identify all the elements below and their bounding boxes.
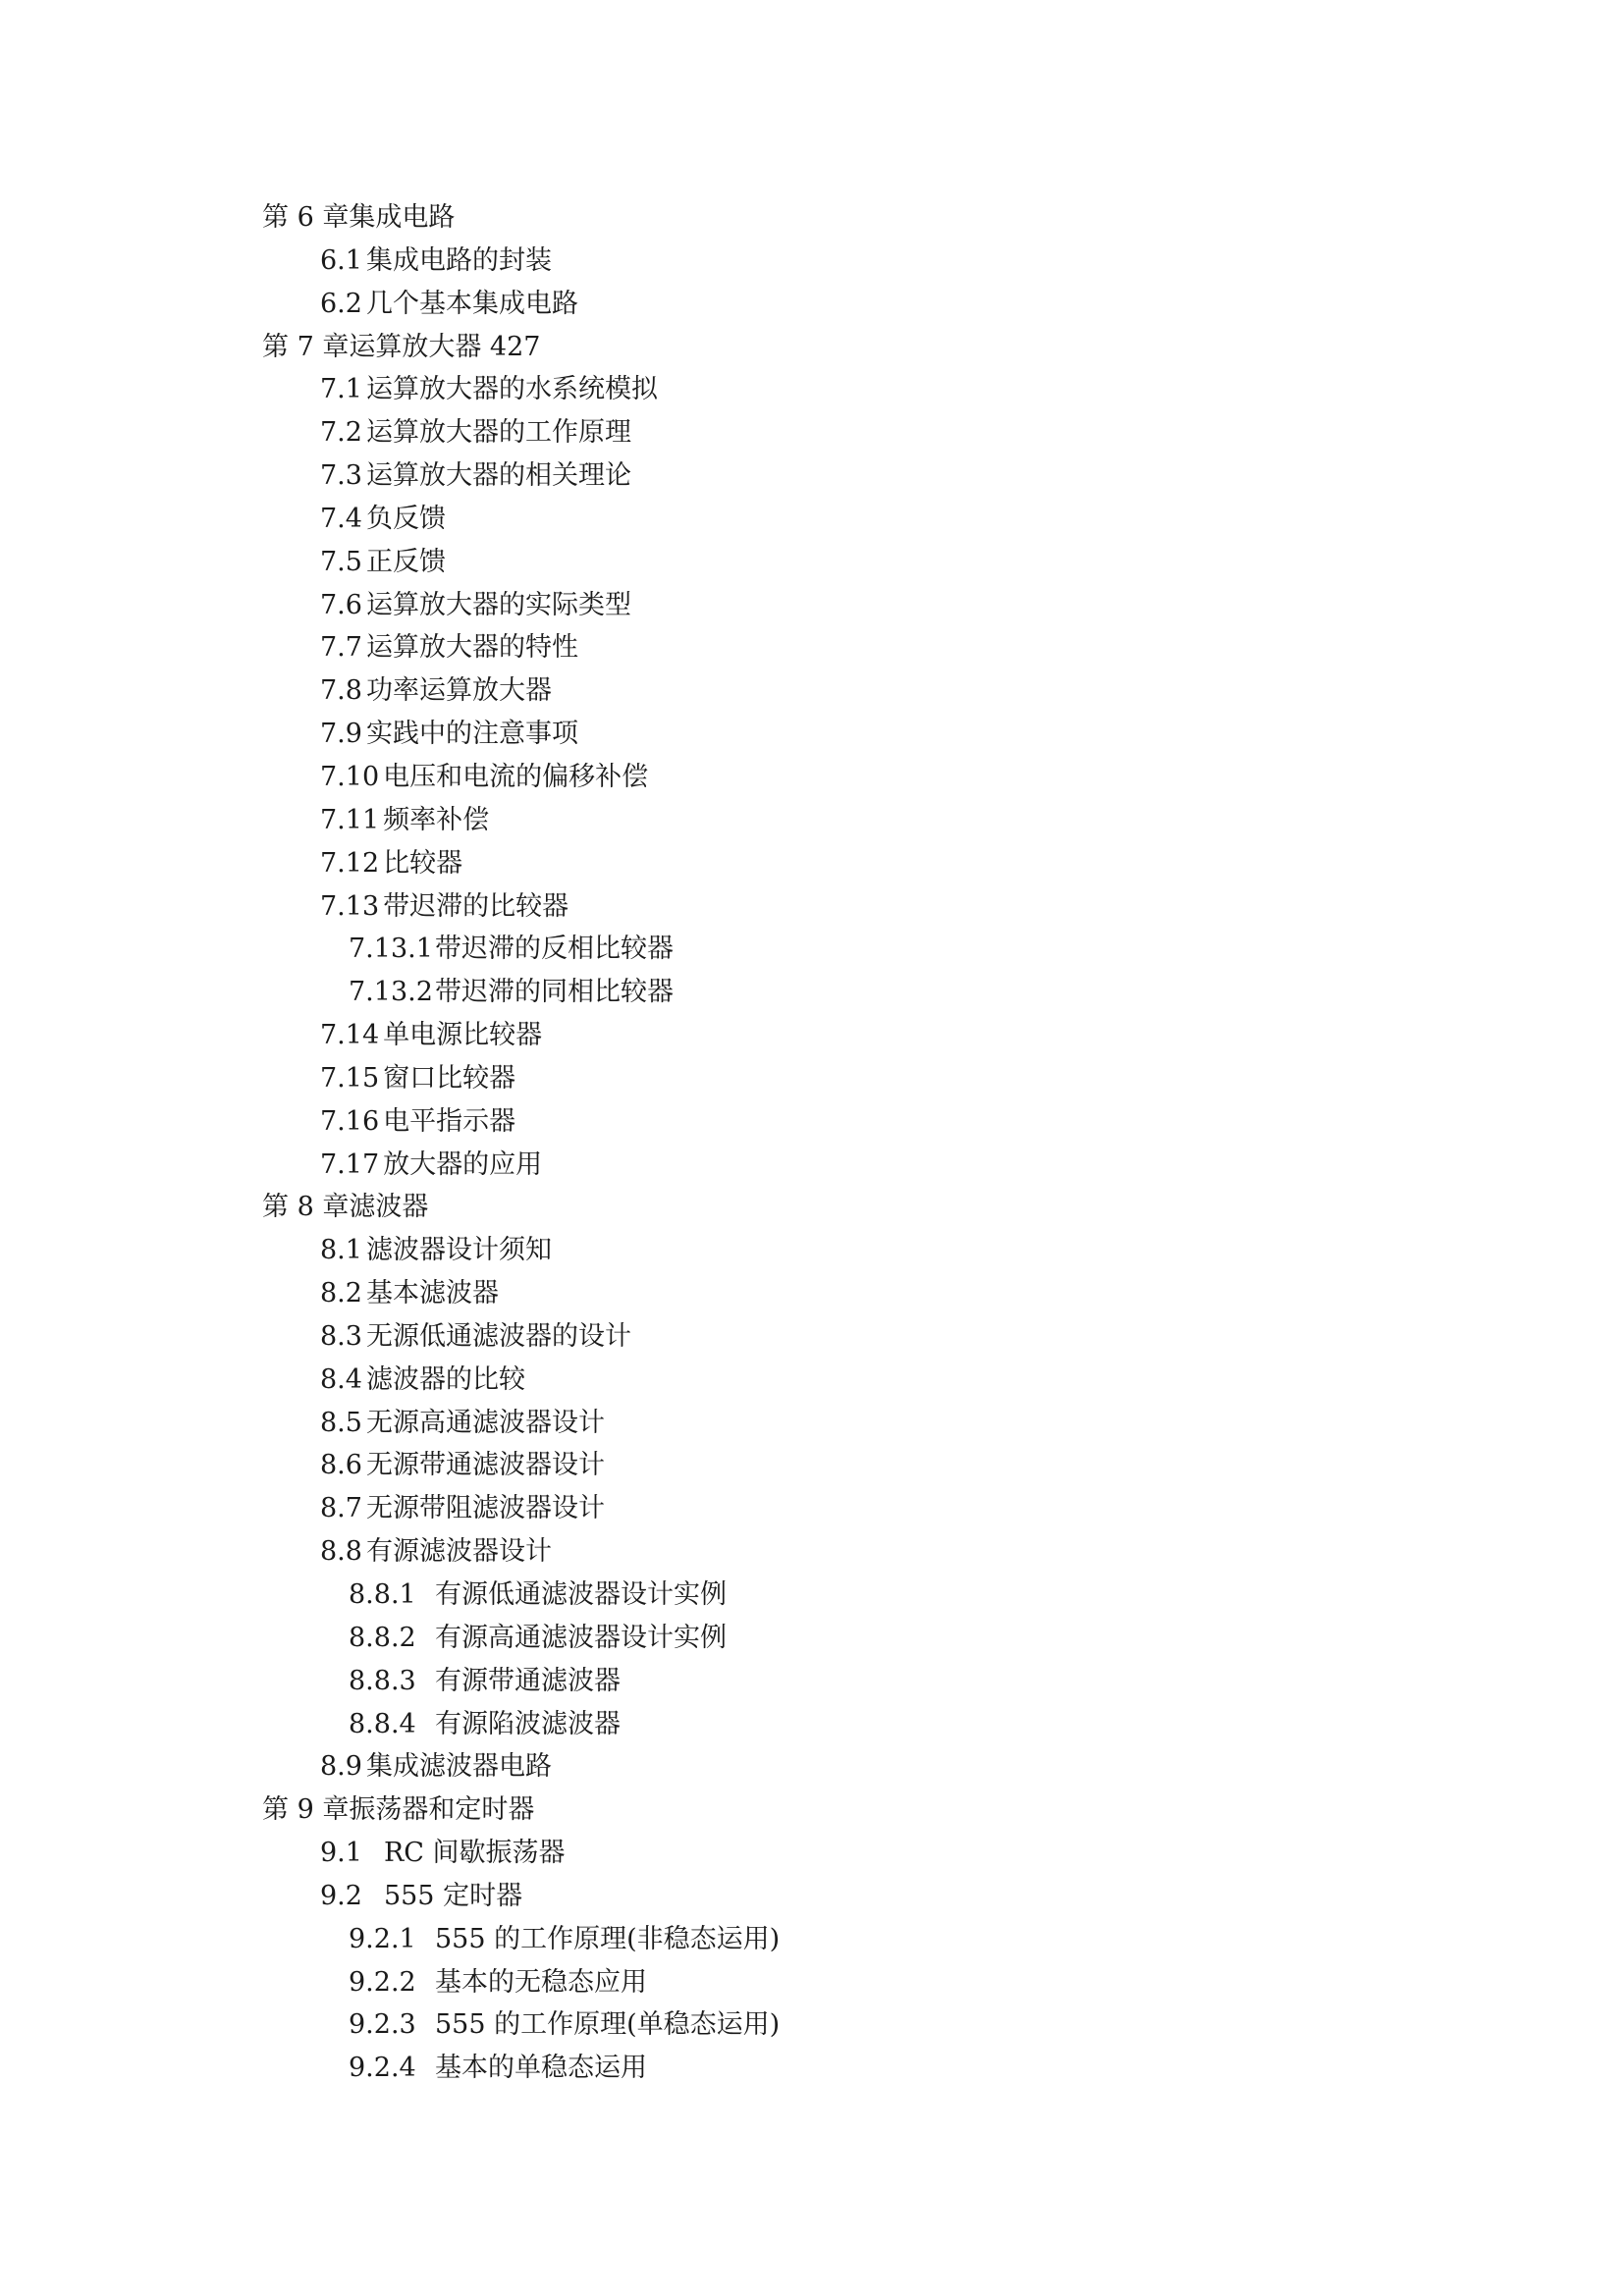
toc-section	[0, 1832, 1624, 1875]
toc-number: 第 9 章	[262, 1794, 350, 1826]
toc-subsection	[0, 1961, 1624, 2004]
toc-number: 7.2	[320, 417, 362, 449]
toc-section	[0, 498, 1624, 541]
toc-number: 9.2	[320, 1880, 362, 1911]
toc-section	[0, 669, 1624, 713]
toc-chapter	[0, 1789, 1624, 1832]
toc-title: 几个基本集成电路	[365, 288, 578, 319]
toc-number: 7.8	[320, 675, 362, 707]
toc-number: 8.6	[320, 1450, 362, 1481]
toc-title: 电压和电流的偏移补偿	[383, 761, 649, 792]
toc-section	[0, 240, 1624, 283]
toc-title: 滤波器	[349, 1192, 429, 1223]
toc-number: 7.15	[320, 1062, 380, 1094]
toc-number: 8.1	[320, 1235, 362, 1266]
toc-number: 第 7 章	[262, 331, 350, 362]
toc-title: 比较器	[383, 847, 463, 879]
toc-title: 负反馈	[365, 503, 446, 534]
toc-section	[0, 454, 1624, 498]
toc-number: 7.7	[320, 632, 362, 664]
toc-section	[0, 885, 1624, 929]
toc-section	[0, 584, 1624, 627]
toc-title: 无源带通滤波器设计	[365, 1450, 605, 1481]
toc-section	[0, 1487, 1624, 1530]
toc-title: 带迟滞的同相比较器	[435, 977, 674, 1008]
toc-section	[0, 411, 1624, 454]
toc-number: 9.1	[320, 1838, 362, 1869]
toc-number: 8.8.2	[349, 1622, 416, 1653]
toc-number: 8.8.1	[349, 1579, 416, 1610]
toc-title: 有源低通滤波器设计实例	[435, 1579, 727, 1610]
toc-number: 7.11	[320, 804, 380, 835]
toc-title: 带迟滞的比较器	[383, 890, 569, 922]
toc-number: 8.8.3	[349, 1665, 416, 1696]
toc-section	[0, 626, 1624, 669]
toc-subsection	[0, 1918, 1624, 1961]
toc-title: 电平指示器	[383, 1105, 516, 1137]
toc-title: 正反馈	[365, 546, 446, 577]
toc-section	[0, 756, 1624, 799]
toc-number: 8.8.4	[349, 1708, 416, 1739]
toc-title: 功率运算放大器	[365, 675, 552, 707]
toc-number: 9.2.1	[349, 1923, 416, 1954]
toc-title: 运算放大器的特性	[365, 632, 578, 664]
toc-title: 555 的工作原理(单稳态运用)	[435, 2009, 781, 2041]
toc-section	[0, 1530, 1624, 1574]
toc-number: 第 6 章	[262, 202, 350, 233]
toc-number: 7.12	[320, 847, 380, 879]
toc-subsection	[0, 1574, 1624, 1617]
toc-title: 基本滤波器	[365, 1278, 499, 1309]
toc-title: 555 的工作原理(非稳态运用)	[435, 1923, 781, 1954]
toc-title: 基本的无稳态应用	[435, 1966, 647, 1998]
toc-title: 放大器的应用	[383, 1148, 543, 1180]
toc-title: 频率补偿	[383, 804, 490, 835]
toc-subsection	[0, 1660, 1624, 1703]
toc-number: 7.6	[320, 589, 362, 620]
toc-number: 7.5	[320, 546, 362, 577]
toc-number: 8.2	[320, 1278, 362, 1309]
toc-title: 基本的单稳态运用	[435, 2053, 647, 2084]
toc-number: 9.2.3	[349, 2009, 416, 2041]
toc-number: 7.10	[320, 761, 380, 792]
toc-section	[0, 1229, 1624, 1272]
toc-title: 有源带通滤波器	[435, 1665, 621, 1696]
toc-chapter	[0, 1186, 1624, 1229]
toc-chapter	[0, 196, 1624, 240]
toc-title: 集成滤波器电路	[365, 1751, 552, 1783]
toc-number: 8.3	[320, 1320, 362, 1352]
toc-title: 555 定时器	[383, 1880, 523, 1911]
toc-title: 窗口比较器	[383, 1062, 516, 1094]
toc-title: 无源低通滤波器的设计	[365, 1320, 631, 1352]
toc-title: 运算放大器 427	[349, 331, 541, 362]
toc-section	[0, 1100, 1624, 1144]
toc-title: 运算放大器的相关理论	[365, 460, 631, 492]
toc-number: 7.13.2	[349, 977, 433, 1008]
toc-number: 8.9	[320, 1751, 362, 1783]
toc-subsection	[0, 928, 1624, 971]
toc-title: 无源高通滤波器设计	[365, 1407, 605, 1438]
toc-number: 8.4	[320, 1363, 362, 1395]
toc-title: 运算放大器的实际类型	[365, 589, 631, 620]
toc-section	[0, 541, 1624, 584]
toc-number: 7.13	[320, 890, 380, 922]
toc-title: 单电源比较器	[383, 1020, 543, 1051]
toc-section	[0, 799, 1624, 842]
toc-section	[0, 713, 1624, 756]
toc-number: 7.14	[320, 1020, 380, 1051]
toc-number: 9.2.4	[349, 2053, 416, 2084]
toc-section	[0, 1359, 1624, 1402]
toc-number: 7.1	[320, 374, 362, 405]
toc-chapter	[0, 326, 1624, 369]
toc-title: 振荡器和定时器	[349, 1794, 535, 1826]
toc-number: 7.17	[320, 1148, 380, 1180]
toc-section	[0, 842, 1624, 885]
toc-number: 8.8	[320, 1536, 362, 1568]
toc-title: 带迟滞的反相比较器	[435, 934, 674, 965]
toc-section	[0, 1315, 1624, 1359]
toc-title: 集成电路的封装	[365, 244, 552, 276]
toc-number: 6.2	[320, 288, 362, 319]
toc-title: 实践中的注意事项	[365, 719, 578, 750]
toc-section	[0, 1144, 1624, 1187]
toc-subsection	[0, 2003, 1624, 2047]
toc-number: 7.9	[320, 719, 362, 750]
toc-section	[0, 368, 1624, 411]
toc-section	[0, 1402, 1624, 1445]
toc-title: 运算放大器的水系统模拟	[365, 374, 658, 405]
toc-title: 有源陷波滤波器	[435, 1708, 621, 1739]
toc-section	[0, 1444, 1624, 1487]
table-of-contents	[0, 196, 1624, 2090]
toc-number: 8.7	[320, 1493, 362, 1524]
toc-section	[0, 1745, 1624, 1789]
toc-number: 7.3	[320, 460, 362, 492]
toc-section	[0, 1057, 1624, 1100]
toc-section	[0, 1272, 1624, 1315]
toc-subsection	[0, 1703, 1624, 1746]
toc-section	[0, 283, 1624, 326]
toc-number: 7.4	[320, 503, 362, 534]
toc-number: 7.13.1	[349, 934, 433, 965]
toc-number: 8.5	[320, 1407, 362, 1438]
toc-subsection	[0, 971, 1624, 1014]
toc-number: 7.16	[320, 1105, 380, 1137]
toc-subsection	[0, 1617, 1624, 1660]
toc-section	[0, 1014, 1624, 1057]
toc-title: 集成电路	[349, 202, 456, 233]
toc-title: 运算放大器的工作原理	[365, 417, 631, 449]
toc-number: 第 8 章	[262, 1192, 350, 1223]
toc-number: 9.2.2	[349, 1966, 416, 1998]
toc-title: 有源高通滤波器设计实例	[435, 1622, 727, 1653]
toc-subsection	[0, 2047, 1624, 2090]
toc-title: 无源带阻滤波器设计	[365, 1493, 605, 1524]
toc-title: 滤波器设计须知	[365, 1235, 552, 1266]
toc-title: 有源滤波器设计	[365, 1536, 552, 1568]
toc-section	[0, 1875, 1624, 1918]
toc-title: RC 间歇振荡器	[383, 1838, 566, 1869]
toc-number: 6.1	[320, 244, 362, 276]
toc-title: 滤波器的比较	[365, 1363, 525, 1395]
